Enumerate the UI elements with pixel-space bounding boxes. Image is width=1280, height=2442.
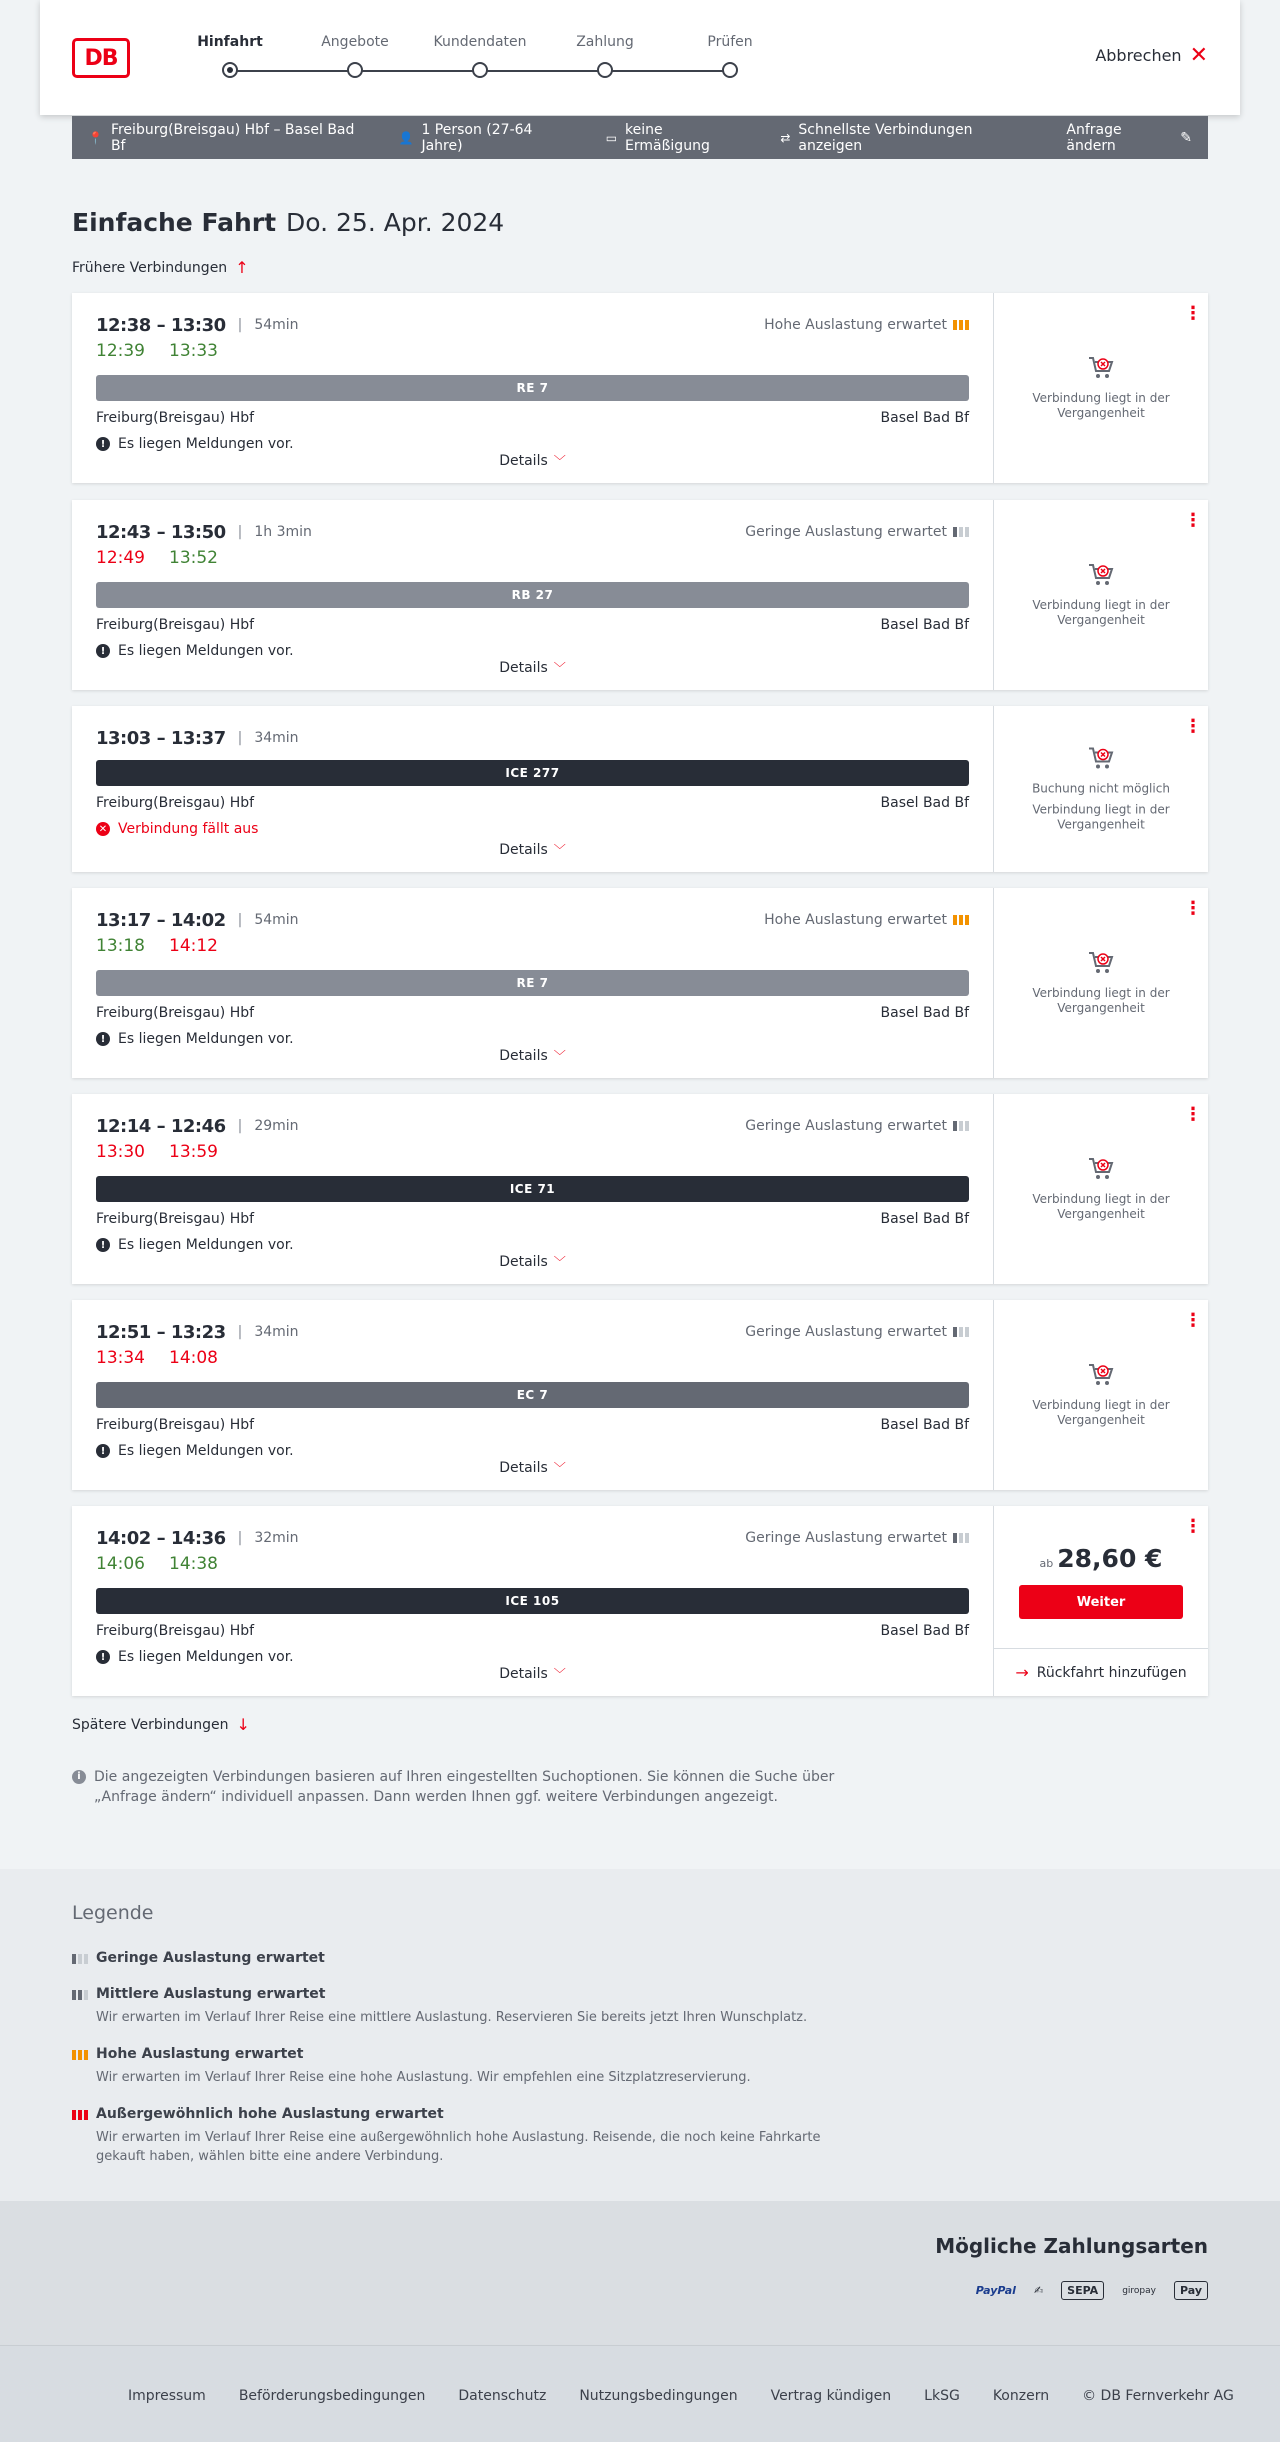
- origin-station: Freiburg(Breisgau) Hbf: [96, 1623, 255, 1639]
- query-route: [88, 122, 367, 154]
- discount-card-icon: ▭: [605, 130, 618, 145]
- planned-times: 12:43 – 13:50: [96, 521, 226, 543]
- arrow-down-icon: ↓: [236, 1715, 250, 1734]
- occupancy-label: Geringe Auslastung erwartet: [745, 1118, 947, 1134]
- query-passengers-text: 1 Person (27-64 Jahre): [421, 121, 533, 154]
- earlier-connections-link[interactable]: [72, 258, 249, 277]
- legend-item-low: [72, 1950, 852, 1966]
- query-discount-text: keine Ermäßigung: [625, 121, 710, 154]
- details-toggle[interactable]: [72, 659, 993, 676]
- train-bar[interactable]: ICE 105: [96, 1588, 969, 1614]
- change-query-button[interactable]: [1066, 122, 1192, 154]
- train-bar[interactable]: RE 7: [96, 970, 969, 996]
- chevron-down-icon: ﹀: [553, 1049, 566, 1063]
- step-label: Hinfahrt: [197, 34, 263, 50]
- page-title: [72, 208, 504, 237]
- pin-icon: 📍: [88, 130, 103, 145]
- connection-side: [994, 1094, 1208, 1284]
- kebab-menu-icon[interactable]: ⋮: [1184, 716, 1202, 737]
- details-label: Details: [499, 660, 548, 676]
- connection-side: [994, 500, 1208, 690]
- query-route-text: Freiburg(Breisgau) Hbf – Basel Bad Bf: [110, 121, 355, 154]
- giropay-logo: giropay: [1122, 2285, 1156, 2296]
- add-return-label: Rückfahrt hinzufügen: [1036, 1664, 1187, 1681]
- details-toggle[interactable]: [72, 1459, 993, 1476]
- duration: 29min: [254, 1118, 299, 1134]
- trip-type: Einfache Fahrt: [72, 208, 277, 237]
- step-dot: [222, 62, 238, 78]
- step-label: Prüfen: [707, 34, 753, 50]
- destination-station: Basel Bad Bf: [880, 617, 969, 633]
- train-bar[interactable]: ICE 277: [96, 760, 969, 786]
- realtime-departure: 12:39: [96, 341, 145, 361]
- divider: |: [237, 1530, 243, 1546]
- earlier-label: Frühere Verbindungen: [72, 259, 228, 276]
- legend-item-title: Außergewöhnlich hohe Auslastung erwartet: [96, 2106, 444, 2122]
- divider: |: [237, 1324, 243, 1340]
- cart-icon: [1087, 1362, 1115, 1388]
- cancel-button[interactable]: [1095, 42, 1208, 68]
- step-pruefen: [680, 34, 780, 78]
- chevron-down-icon: ﹀: [553, 1667, 566, 1681]
- destination-station: Basel Bad Bf: [880, 1623, 969, 1639]
- query-mode-text: Schnellste Verbindungen anzeigen: [798, 121, 973, 154]
- later-label: Spätere Verbindungen: [72, 1716, 229, 1733]
- close-icon: ✕: [1189, 42, 1208, 68]
- kebab-menu-icon[interactable]: ⋮: [1184, 303, 1202, 324]
- legend-item-text: Wir erwarten im Verlauf Ihrer Reise eine mittlere Auslastung. Reservieren Sie bereits jetzt Ihren Wunschplatz.: [96, 2010, 808, 2025]
- realtime-arrival: 14:38: [169, 1554, 218, 1574]
- chevron-down-icon: ﹀: [553, 843, 566, 857]
- connection-card[interactable]: [72, 706, 1208, 872]
- step-dot: [597, 62, 613, 78]
- step-label: Kundendaten: [433, 34, 527, 50]
- payment-methods-section: [0, 2201, 1280, 2345]
- cancel-label: Abbrechen: [1095, 46, 1182, 65]
- planned-times: 12:14 – 12:46: [96, 1115, 226, 1137]
- message-text: Es liegen Meldungen vor.: [118, 1443, 294, 1459]
- connection-main: [72, 1506, 994, 1696]
- db-logo[interactable]: DB: [72, 38, 130, 78]
- footer: [0, 2345, 1280, 2442]
- planned-times: 12:38 – 13:30: [96, 314, 226, 336]
- step-label: Zahlung: [576, 34, 634, 50]
- info-icon: i: [72, 1770, 86, 1784]
- destination-station: Basel Bad Bf: [880, 410, 969, 426]
- kebab-menu-icon[interactable]: ⋮: [1184, 1310, 1202, 1331]
- step-label: Angebote: [321, 34, 389, 50]
- occupancy-icon: [953, 1121, 969, 1131]
- realtime-departure: 13:18: [96, 936, 145, 956]
- details-toggle[interactable]: [72, 1665, 993, 1682]
- alert-icon: !: [96, 1444, 110, 1458]
- connection-card[interactable]: [72, 293, 1208, 483]
- realtime-arrival: 14:12: [169, 936, 218, 956]
- cancelled-icon: ✕: [96, 822, 110, 836]
- chevron-down-icon: ﹀: [553, 1461, 566, 1475]
- chevron-down-icon: ﹀: [553, 661, 566, 675]
- train-bar[interactable]: RB 27: [96, 582, 969, 608]
- side-note: Verbindung liegt in der Vergangenheit: [1032, 1192, 1170, 1221]
- footer-link-konzern[interactable]: Konzern: [992, 2388, 1050, 2404]
- price-box: [994, 1544, 1208, 1619]
- side-note: Verbindung liegt in der Vergangenheit: [1032, 598, 1170, 627]
- cart-icon: [1087, 746, 1115, 772]
- origin-station: Freiburg(Breisgau) Hbf: [96, 410, 255, 426]
- connection-side: [994, 888, 1208, 1078]
- occupancy-info: [764, 317, 969, 333]
- origin-station: Freiburg(Breisgau) Hbf: [96, 1211, 255, 1227]
- connection-side: [994, 706, 1208, 872]
- duration: 34min: [254, 1324, 299, 1340]
- cart-icon: [1087, 950, 1115, 976]
- realtime-arrival: 13:59: [169, 1142, 218, 1162]
- person-icon: 👤: [398, 130, 414, 145]
- chevron-down-icon: ﹀: [553, 454, 566, 468]
- chevron-down-icon: ﹀: [553, 1255, 566, 1269]
- footer-link-impressum[interactable]: Impressum: [128, 2388, 206, 2404]
- origin-station: Freiburg(Breisgau) Hbf: [96, 795, 255, 811]
- legend-item-very-high: [72, 2106, 852, 2166]
- credit-card-icon: ✍: [1033, 2284, 1044, 2297]
- planned-times: 13:03 – 13:37: [96, 727, 226, 749]
- occupancy-label: Geringe Auslastung erwartet: [745, 524, 947, 540]
- step-kundendaten: [430, 34, 530, 78]
- payment-title: Mögliche Zahlungsarten: [935, 2234, 1208, 2258]
- kebab-menu-icon[interactable]: ⋮: [1184, 898, 1202, 919]
- occupancy-icon: [953, 320, 969, 330]
- price-prefix: ab: [1039, 1557, 1054, 1570]
- occupancy-info: [745, 1530, 969, 1546]
- legend-item-medium: [72, 1986, 852, 2027]
- train-bar[interactable]: RE 7: [96, 375, 969, 401]
- query-mode: [780, 122, 1034, 154]
- step-dot: [472, 62, 488, 78]
- destination-station: Basel Bad Bf: [880, 1417, 969, 1433]
- details-label: Details: [499, 453, 548, 469]
- alert-icon: !: [96, 437, 110, 451]
- header: [40, 0, 1240, 115]
- side-note: Verbindung liegt in der Vergangenheit: [1032, 802, 1170, 832]
- kebab-menu-icon[interactable]: ⋮: [1184, 510, 1202, 531]
- occupancy-label: Hohe Auslastung erwartet: [764, 912, 947, 928]
- side-note: Verbindung liegt in der Vergangenheit: [1032, 1398, 1170, 1427]
- later-connections-link[interactable]: [72, 1715, 250, 1734]
- message-text: Es liegen Meldungen vor.: [118, 643, 294, 659]
- legend-item-high: [72, 2046, 852, 2087]
- alert-icon: !: [96, 1650, 110, 1664]
- occupancy-high-icon: [72, 2050, 88, 2060]
- legend-item-title: Mittlere Auslastung erwartet: [96, 1986, 326, 2002]
- step-zahlung: [555, 34, 655, 78]
- connection-side: [994, 1506, 1208, 1696]
- side-note: Verbindung liegt in der Vergangenheit: [1032, 986, 1170, 1015]
- info-text: Die angezeigten Verbindungen basieren auf Ihren eingestellten Suchoptionen. Sie können die Suche über „Anfrage ändern“ individuell anpassen. Dann werden Ihnen ggf. weitere Verbindungen angezeigt.: [94, 1769, 835, 1805]
- divider: |: [237, 524, 243, 540]
- destination-station: Basel Bad Bf: [880, 1005, 969, 1021]
- legend-item-title: Geringe Auslastung erwartet: [96, 1950, 325, 1966]
- duration: 32min: [254, 1530, 299, 1546]
- occupancy-icon: [953, 1533, 969, 1543]
- realtime-departure: 13:34: [96, 1348, 145, 1368]
- connection-main: [72, 1094, 994, 1284]
- realtime-departure: 13:30: [96, 1142, 145, 1162]
- step-dot: [722, 62, 738, 78]
- details-label: Details: [499, 1460, 548, 1476]
- side-note-booking: Buchung nicht möglich: [1032, 781, 1170, 796]
- occupancy-icon: [953, 1327, 969, 1337]
- alert-icon: !: [96, 644, 110, 658]
- realtime-departure: 14:06: [96, 1554, 145, 1574]
- sepa-icon: SEPA: [1061, 2281, 1104, 2300]
- occupancy-label: Hohe Auslastung erwartet: [764, 317, 947, 333]
- swap-icon: ⇄: [780, 130, 791, 145]
- occupancy-icon: [953, 527, 969, 537]
- apple-pay-text: Pay: [1179, 2284, 1202, 2297]
- details-toggle[interactable]: [72, 1047, 993, 1064]
- query-passengers: [399, 122, 574, 154]
- kebab-menu-icon[interactable]: ⋮: [1184, 1516, 1202, 1537]
- connection-main: [72, 500, 994, 690]
- connection-main: [72, 888, 994, 1078]
- connection-side: [994, 1300, 1208, 1490]
- occupancy-label: Geringe Auslastung erwartet: [745, 1530, 947, 1546]
- arrow-up-icon: ↑: [235, 258, 249, 277]
- payment-icons: [976, 2281, 1208, 2300]
- footer-link-vertrag-kuendigen[interactable]: Vertrag kündigen: [770, 2388, 892, 2404]
- footer-links: [128, 2388, 1234, 2404]
- connection-card[interactable]: [72, 888, 1208, 1078]
- occupancy-info: [764, 912, 969, 928]
- cart-icon: [1087, 355, 1115, 381]
- details-toggle[interactable]: [72, 841, 993, 858]
- occupancy-icon: [953, 915, 969, 925]
- occupancy-very-high-icon: [72, 2110, 88, 2120]
- cart-icon: [1087, 562, 1115, 588]
- train-bar[interactable]: EC 7: [96, 1382, 969, 1408]
- occupancy-info: [745, 524, 969, 540]
- pencil-icon: ✎: [1180, 129, 1192, 146]
- message-text: Es liegen Meldungen vor.: [118, 1031, 294, 1047]
- message-text: Es liegen Meldungen vor.: [118, 436, 294, 452]
- legend-item-text: Wir erwarten im Verlauf Ihrer Reise eine hohe Auslastung. Wir empfehlen eine Sitzplatzreservierung.: [96, 2070, 751, 2085]
- divider: |: [237, 912, 243, 928]
- message-text: Es liegen Meldungen vor.: [118, 1649, 294, 1665]
- side-note: Verbindung liegt in der Vergangenheit: [1032, 391, 1170, 420]
- occupancy-medium-icon: [72, 1990, 88, 2000]
- connection-card[interactable]: [72, 1094, 1208, 1284]
- realtime-arrival: 13:33: [169, 341, 218, 361]
- origin-station: Freiburg(Breisgau) Hbf: [96, 1005, 255, 1021]
- step-hinfahrt: [180, 34, 280, 78]
- legend-item-text: Wir erwarten im Verlauf Ihrer Reise eine außergewöhnlich hohe Auslastung. Reisende, die noch keine Fahrkarte gekauft haben, wählen bitte eine andere Verbindung.: [96, 2130, 821, 2164]
- footer-link-nutzungsbedingungen[interactable]: Nutzungsbedingungen: [579, 2388, 738, 2404]
- connection-main: [72, 293, 994, 483]
- details-toggle[interactable]: [72, 452, 993, 469]
- train-bar[interactable]: ICE 71: [96, 1176, 969, 1202]
- step-angebote: [305, 34, 405, 78]
- occupancy-info: [745, 1324, 969, 1340]
- progress-steps: [197, 34, 753, 84]
- connection-card[interactable]: [72, 1300, 1208, 1490]
- duration: 54min: [254, 317, 299, 333]
- duration: 34min: [254, 730, 299, 746]
- details-label: Details: [499, 1048, 548, 1064]
- realtime-arrival: 14:08: [169, 1348, 218, 1368]
- alert-icon: !: [96, 1032, 110, 1046]
- realtime-arrival: 13:52: [169, 548, 218, 568]
- planned-times: 14:02 – 14:36: [96, 1527, 226, 1549]
- details-label: Details: [499, 1666, 548, 1682]
- cart-icon: [1087, 1156, 1115, 1182]
- connection-card[interactable]: [72, 1506, 1208, 1696]
- add-return-trip-button[interactable]: [994, 1648, 1208, 1696]
- alert-icon: !: [96, 1238, 110, 1252]
- legend-item-title: Hohe Auslastung erwartet: [96, 2046, 304, 2062]
- divider: |: [237, 730, 243, 746]
- message-text: Es liegen Meldungen vor.: [118, 1237, 294, 1253]
- duration: 54min: [254, 912, 299, 928]
- destination-station: Basel Bad Bf: [880, 1211, 969, 1227]
- footer-link-lksg[interactable]: LkSG: [924, 2388, 960, 2404]
- connection-card[interactable]: [72, 500, 1208, 690]
- query-summary-bar: [72, 116, 1208, 159]
- query-discount: [606, 122, 749, 154]
- realtime-departure: 12:49: [96, 548, 145, 568]
- continue-button[interactable]: Weiter: [1019, 1585, 1183, 1619]
- footer-link-datenschutz[interactable]: Datenschutz: [458, 2388, 547, 2404]
- connection-main: [72, 1300, 994, 1490]
- occupancy-label: Geringe Auslastung erwartet: [745, 1324, 947, 1340]
- planned-times: 13:17 – 14:02: [96, 909, 226, 931]
- origin-station: Freiburg(Breisgau) Hbf: [96, 1417, 255, 1433]
- footer-link-befoerderungsbedingungen[interactable]: Beförderungsbedingungen: [238, 2388, 426, 2404]
- legend-title: Legende: [72, 1902, 154, 1924]
- kebab-menu-icon[interactable]: ⋮: [1184, 1104, 1202, 1125]
- footer-copyright: © DB Fernverkehr AG: [1082, 2388, 1234, 2404]
- step-dot: [347, 62, 363, 78]
- divider: |: [237, 317, 243, 333]
- details-label: Details: [499, 1254, 548, 1270]
- duration: 1h 3min: [254, 524, 312, 540]
- arrow-right-icon: →: [1015, 1663, 1029, 1682]
- connection-side: [994, 293, 1208, 483]
- legend-section: [0, 1869, 1280, 2201]
- planned-times: 12:51 – 13:23: [96, 1321, 226, 1343]
- divider: |: [237, 1118, 243, 1134]
- connection-main: [72, 706, 994, 872]
- occupancy-info: [745, 1118, 969, 1134]
- apple-pay-logo: [1174, 2281, 1208, 2300]
- paypal-logo: PayPal: [975, 2284, 1016, 2297]
- message-text: Verbindung fällt aus: [118, 821, 259, 837]
- travel-date: Do. 25. Apr. 2024: [286, 208, 505, 237]
- origin-station: Freiburg(Breisgau) Hbf: [96, 617, 255, 633]
- details-toggle[interactable]: [72, 1253, 993, 1270]
- destination-station: Basel Bad Bf: [880, 795, 969, 811]
- change-query-label: Anfrage ändern: [1066, 121, 1122, 154]
- search-info-note: [72, 1767, 852, 1807]
- price: 28,60 €: [1057, 1544, 1163, 1573]
- occupancy-low-icon: [72, 1954, 88, 1964]
- details-label: Details: [499, 842, 548, 858]
